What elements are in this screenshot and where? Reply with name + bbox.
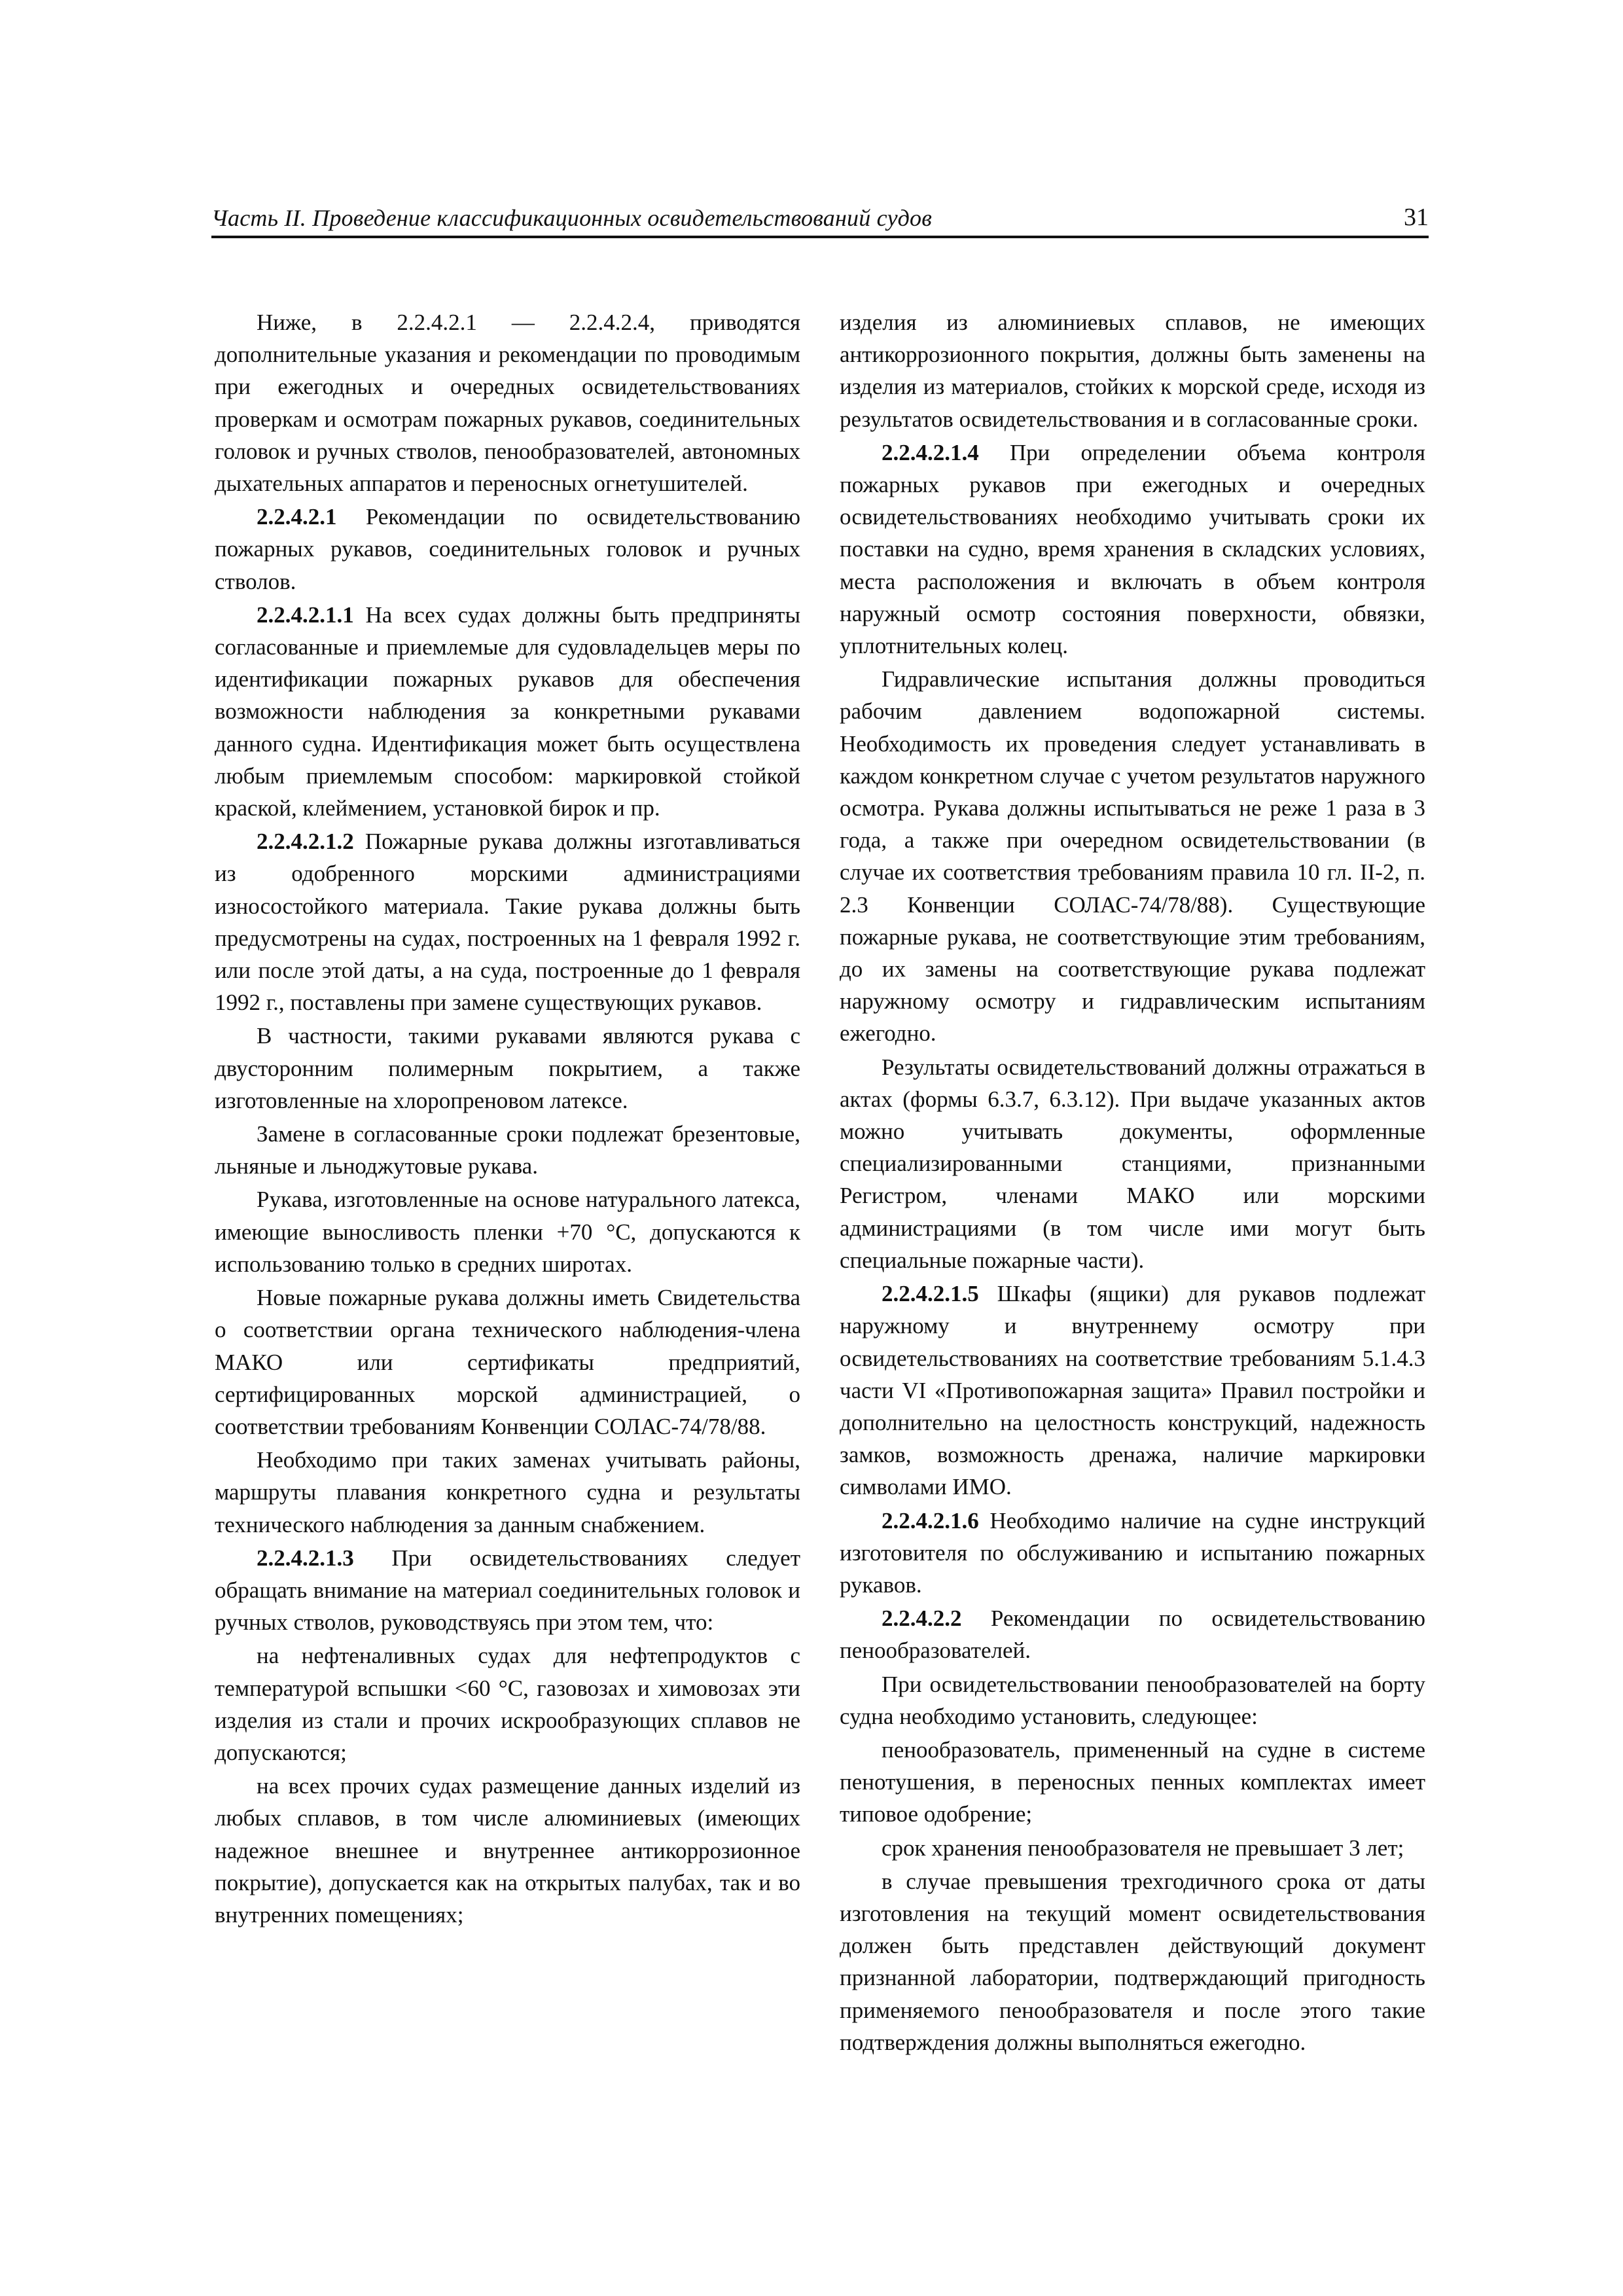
paragraph-text: При освидетельствовании пенообразователей на борту судна необходимо установить, следующее: — [840, 1671, 1425, 1729]
clause-number: 2.2.4.2.1.3 — [257, 1545, 354, 1571]
clause-number: 2.2.4.2.1.1 — [257, 601, 354, 628]
paragraph-text: При определении объема контроля пожарных рукавов при ежегодных и очередных освидетельствованиях необходимо учитывать сроки их поставки на судно, время хранения в складских условиях, места расположения и включать в объем контроля наружный осмотр состояния поверхности, обвязки, уплотнительных колец. — [840, 439, 1425, 659]
paragraph-text: Результаты освидетельствований должны отражаться в актах (формы 6.3.7, 6.3.12). При выдаче указанных актов можно учитывать документы, оформленные специализированными станциями, признанными Регистром, членами МАКО или морскими администрациями (в том числе ими могут быть специальные пожарные части). — [840, 1054, 1425, 1273]
paragraph — [840, 1734, 1425, 1831]
paragraph-text: Ниже, в 2.2.4.2.1 — 2.2.4.2.4, приводятся дополнительные указания и рекомендации по проводимым при ежегодных и очередных освидетельствованиях проверкам и осмотрам пожарных рукавов, соединительных головок и ручных стволов, пенообразователей, автономных дыхательных аппаратов и переносных огнетушителей. — [215, 310, 800, 497]
paragraph — [215, 1282, 800, 1443]
clause-number: 2.2.4.2.2 — [882, 1605, 962, 1632]
paragraph-text: Новые пожарные рукава должны иметь Свидетельства о соответствии органа технического наблюдения-члена МАКО или сертификаты предприятий, сертифицированных морской администрацией, о соответствии требованиям Конвенции СОЛАС-74/78/88. — [215, 1285, 800, 1439]
paragraph — [840, 1865, 1425, 2058]
paragraph-text: на нефтеналивных судах для нефтепродуктов с температурой вспышки <60 °С, газовозах и химовозах эти изделия из стали и прочих искрообразующих сплавов не допускаются; — [215, 1643, 800, 1765]
paragraph — [840, 1602, 1425, 1666]
clause-number: 2.2.4.2.1.4 — [882, 439, 979, 465]
paragraph-text: Необходимо наличие на судне инструкций изготовителя по обслуживанию и испытанию пожарных рукавов. — [840, 1507, 1425, 1598]
paragraph-text: Шкафы (ящики) для рукавов подлежат наружному и внутреннему осмотру при освидетельствованиях на соответствие требованиям 5.1.4.3 части VI «Противопожарная защита» Правил постройки и дополнительно на целостность конструкций, надежность замков, возможность дренажа, наличие маркировки символами ИМО. — [840, 1281, 1425, 1500]
paragraph — [215, 501, 800, 598]
paragraph-text: срок хранения пенообразователя не превышает 3 лет; — [882, 1835, 1404, 1861]
clause-number: 2.2.4.2.1.5 — [882, 1281, 979, 1307]
paragraph-text: Пожарные рукава должны изготавливаться из одобренного морскими администрациями износостойкого материала. Такие рукава должны быть предусмотрены на судах, построенных на 1 февраля 1992 г. или после этой даты, а на суда, построенные до 1 февраля 1992 г., поставлены при замене существующих рукавов. — [215, 829, 800, 1016]
paragraph-text: изделия из алюминиевых сплавов, не имеющих антикоррозионного покрытия, должны быть заменены на изделия из материалов, стойких к морской среде, исходя из результатов освидетельствования и в согласованные сроки. — [840, 310, 1425, 432]
paragraph — [215, 1020, 800, 1117]
left-column — [215, 306, 800, 1932]
clause-number: 2.2.4.2.1.2 — [257, 829, 354, 855]
paragraph-text: на всех прочих судах размещение данных изделий из любых сплавов, в том числе алюминиевых (имеющих надежное внешнее и внутреннее антикоррозионное покрытие), допускается как на открытых палубах, так и во внутренних помещениях; — [215, 1773, 800, 1928]
paragraph-text: Замене в согласованные сроки подлежат брезентовые, льняные и льноджутовые рукава. — [215, 1121, 800, 1179]
paragraph-text: Рукава, изготовленные на основе натурального латекса, имеющие выносливость пленки +70 °С, допускаются к использованию только в средних широтах. — [215, 1187, 800, 1277]
paragraph-text: При освидетельствованиях следует обращать внимание на материал соединительных головок и ручных стволов, руководствуясь при этом тем, что: — [215, 1545, 800, 1636]
paragraph — [215, 1542, 800, 1639]
paragraph-text: В частности, такими рукавами являются рукава с двусторонним полимерным покрытием, а также изготовленные на хлоропреновом латексе. — [215, 1023, 800, 1113]
header-title: Часть II. Проведение классификационных освидетельствований судов — [211, 205, 933, 231]
paragraph — [840, 1668, 1425, 1732]
paragraph — [840, 1832, 1425, 1864]
paragraph-text: Рекомендации по освидетельствованию пенообразователей. — [840, 1605, 1425, 1664]
paragraph-text: пенообразователь, примененный на судне в системе пенотушения, в переносных пенных комплектах имеет типовое одобрение; — [840, 1736, 1425, 1827]
paragraph-text: Рекомендации по освидетельствованию пожарных рукавов, соединительных головок и ручных стволов. — [215, 504, 800, 594]
paragraph — [215, 825, 800, 1018]
paragraph — [215, 1118, 800, 1182]
paragraph-text: Необходимо при таких заменах учитывать районы, маршруты плавания конкретного судна и результаты технического наблюдения за данным снабжением. — [215, 1447, 800, 1537]
paragraph — [215, 1640, 800, 1768]
page-number: 31 — [1404, 204, 1429, 231]
clause-number: 2.2.4.2.1.6 — [882, 1507, 979, 1534]
paragraph-text: в случае превышения трехгодичного срока от даты изготовления на текущий момент освидетельствования должен быть представлен действующий документ признанной лаборатории, подтверждающий пригодность применяемого пенообразователя и после этого такие подтверждения должны выполняться ежегодно. — [840, 1868, 1425, 2055]
paragraph — [215, 1770, 800, 1931]
paragraph — [840, 1278, 1425, 1503]
paragraph — [840, 1505, 1425, 1602]
paragraph — [215, 1444, 800, 1541]
paragraph — [215, 1183, 800, 1280]
paragraph — [215, 306, 800, 499]
paragraph — [840, 1051, 1425, 1276]
paragraph-text: Гидравлические испытания должны проводиться рабочим давлением водопожарной системы. Необходимость их проведения следует устанавливать в каждом конкретном случае с учетом результатов наружного осмотра. Рукава должны испытываться не реже 1 раза в 3 года, а также при очередном освидетельствовании (в случае их соответствия требованиям правила 10 гл. II-2, п. 2.3 Конвенции СОЛАС-74/78/88). Существующие пожарные рукава, не соответствующие этим требованиям, до их замены на соответствующие рукава подлежат наружному осмотру и гидравлическим испытаниям ежегодно. — [840, 666, 1425, 1047]
paragraph — [840, 437, 1425, 662]
running-header — [211, 196, 1429, 238]
paragraph — [840, 663, 1425, 1049]
paragraph — [215, 599, 800, 824]
paragraph-text: На всех судах должны быть предприняты согласованные и приемлемые для судовладельцев меры по идентификации пожарных рукавов для обеспечения возможности наблюдения за конкретными рукавами данного судна. Идентификация может быть осуществлена любым приемлемым способом: маркировкой стойкой краской, клеймением, установкой бирок и пр. — [215, 601, 800, 821]
right-column — [840, 306, 1425, 2060]
clause-number: 2.2.4.2.1 — [257, 504, 337, 530]
paragraph — [840, 306, 1425, 435]
